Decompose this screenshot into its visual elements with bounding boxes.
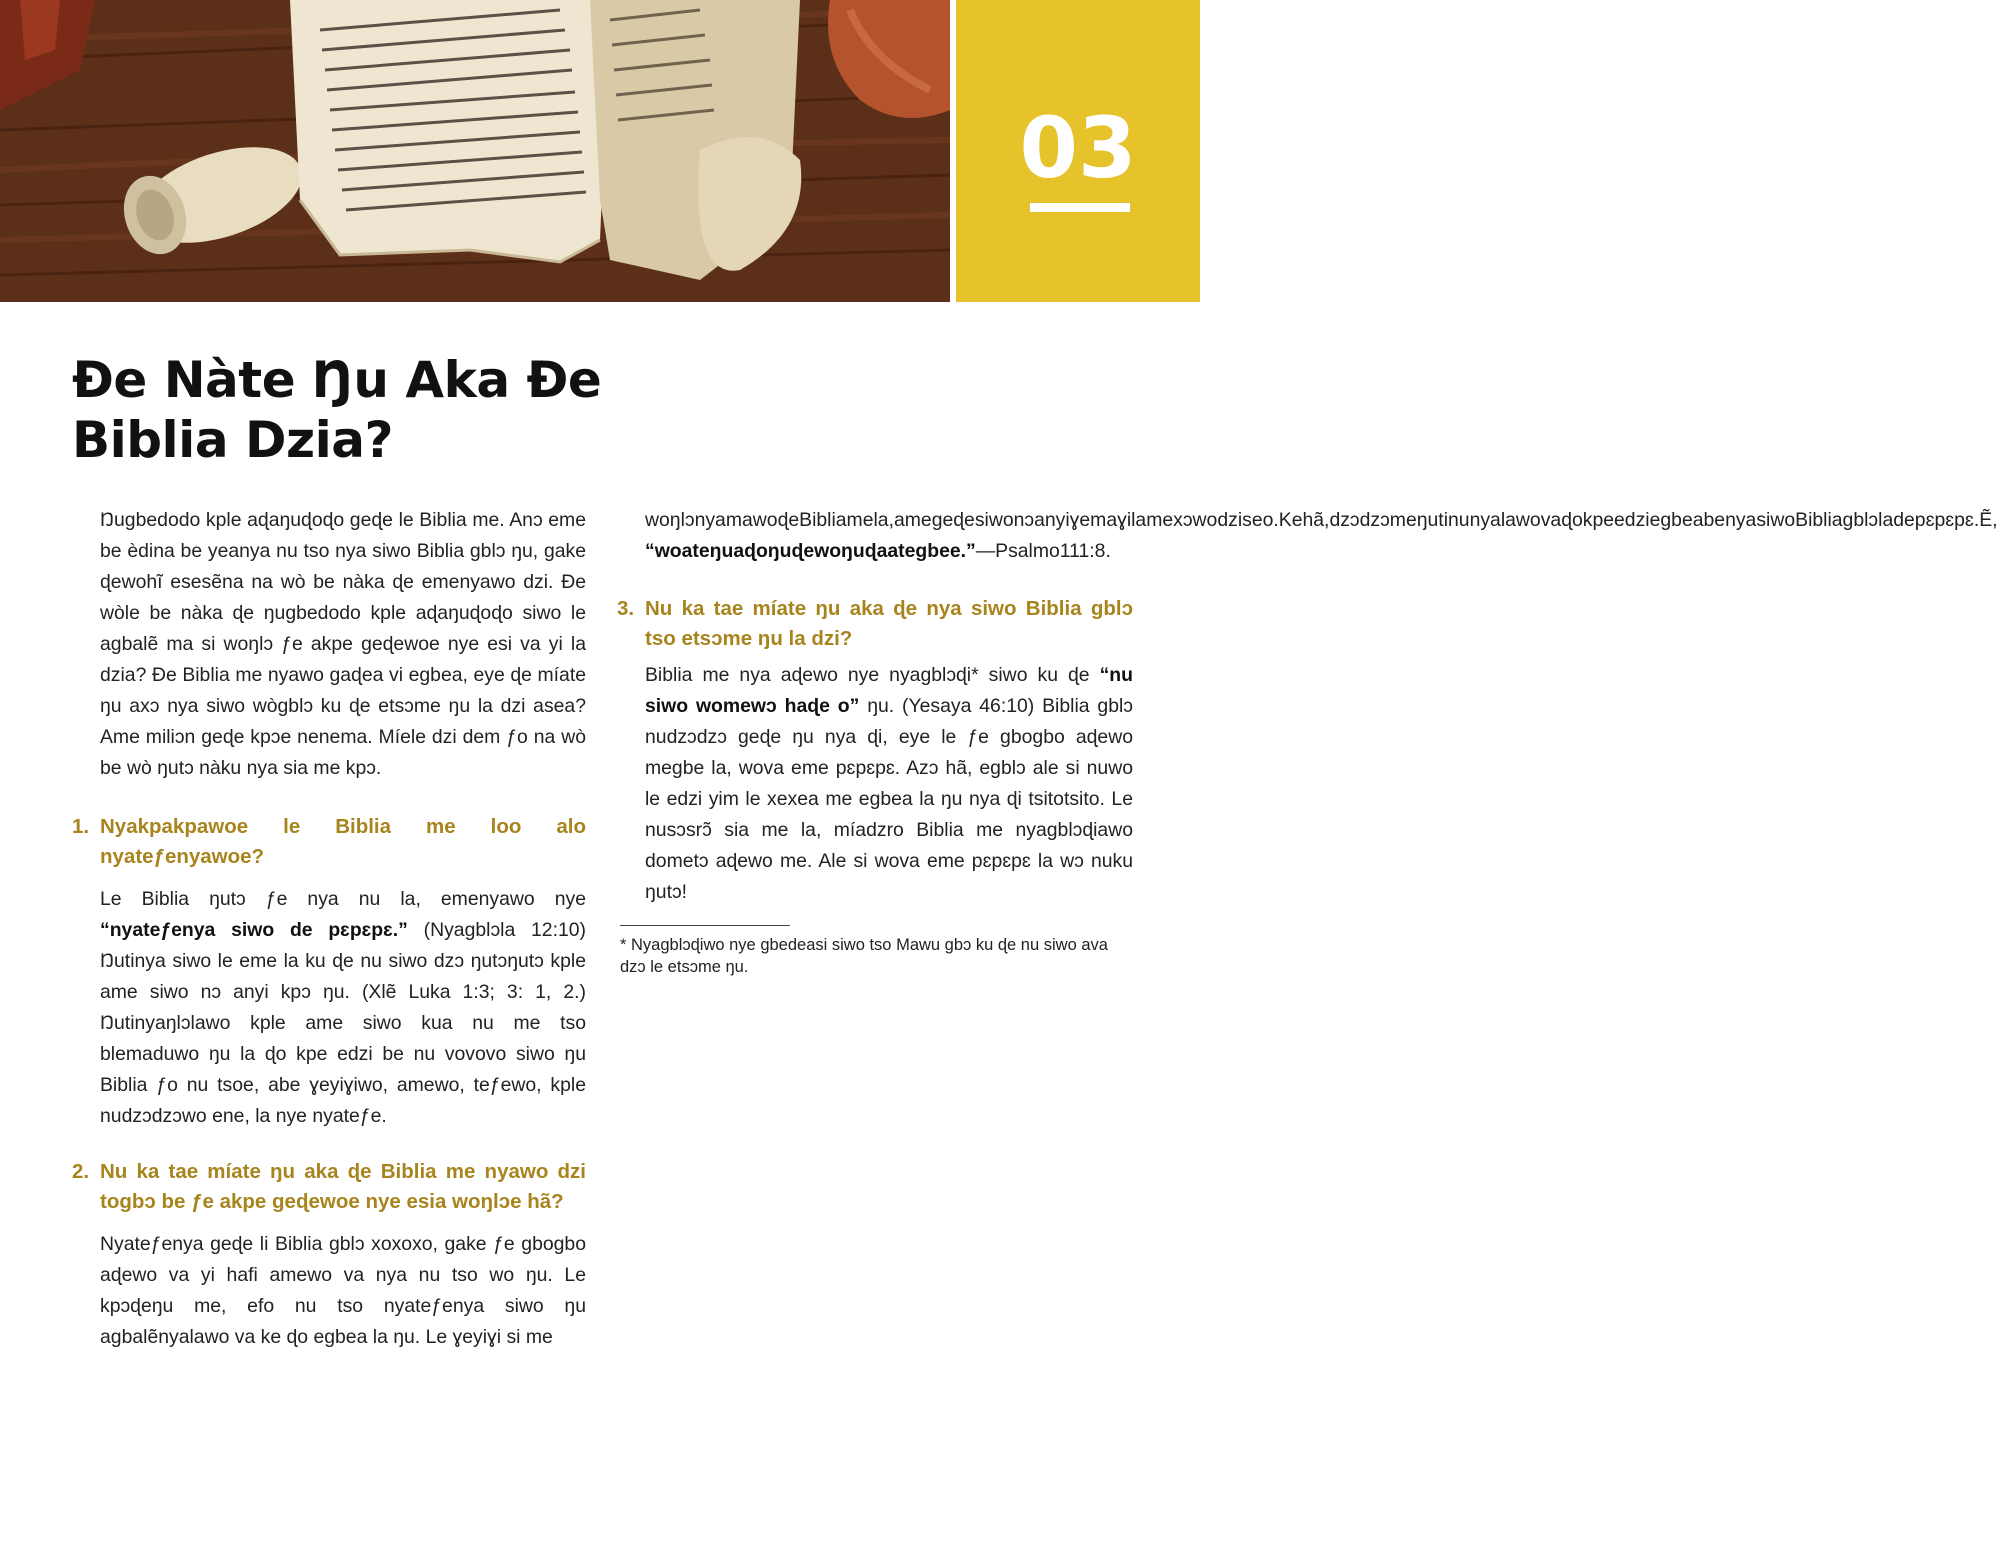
scroll-photo <box>0 0 950 302</box>
section-3-body <box>645 660 1133 908</box>
section-2-body-part-b-continued: —Psalmo111:8. <box>975 540 1111 562</box>
left-column <box>72 505 586 1353</box>
section-1-heading <box>72 812 586 872</box>
section-3-body-part-a: Biblia me nya aɖewo nye nyagblɔɖi* siwo ku ɖe <box>645 664 1100 686</box>
section-3-heading-text: Nu ka tae míate ŋu aka ɖe nya siwo Biblia gblɔ tso etsɔme ŋu la dzi? <box>645 597 1133 650</box>
section-2-body-part-a-continued: woŋlɔnyamawoɖeBibliamela,amegeɖesiwonɔanyiɣemaɣilamexɔwodziseo.Kehã,dzɔdzɔmeŋutinunyalawovaɖokpeedziegbeabenyasiwoBibliagblɔladepɛpɛpɛ.Ẽ, <box>645 509 1998 531</box>
section-1-heading-text: Nyakpakpawoe le Biblia me loo alo nyateƒenyawoe? <box>100 815 586 868</box>
section-3-number: 3. <box>617 597 635 620</box>
section-3-heading <box>617 594 1133 654</box>
section-3-body-bold: “nu siwo womewɔ haɖe o” <box>645 664 1133 717</box>
section-2-number: 2. <box>72 1160 90 1183</box>
section-2-body-bold-continued: “woateŋuaɖoŋuɖewoŋuɖaategbee.” <box>645 540 976 562</box>
footnote: * Nyagblɔɖiwo nye gbedeasi siwo tso Mawu gbɔ ku ɖe nu siwo ava dzɔ le etsɔme ŋu. <box>620 936 1108 976</box>
page-title: Ɖe Nàte Ŋu Aka Ɖe Biblia Dzia? <box>72 351 602 469</box>
chapter-number-box <box>956 0 1200 302</box>
right-column <box>617 505 1998 978</box>
intro-paragraph: Ŋugbedodo kple aɖaŋuɖoɖo geɖe le Biblia me. Anɔ eme be èdina be yeanya nu tso nya siwo Biblia gblɔ ŋu, gake ɖewohĩ esesẽna na wò be nàka ɖe emenyawo dzi. Ðe wòle be nàka ɖe ŋugbedodo kple aɖaŋuɖoɖo siwo le agbalẽ ma si woŋlɔ ƒe akpe geɖewoe nye esi va yi la dzia? Ðe Biblia me nyawo gaɖea vi egbea, eye ɖe míate ŋu axɔ nya siwo wògblɔ ku ɖe etsɔme ŋu la dzi asea? Ame miliɔn geɖe kpɔe nenema. Míele dzi dem ƒo na wò be wò ŋutɔ nàku nya sia me kpɔ. <box>100 509 586 779</box>
section-2-body-part-a: Nyateƒenya geɖe li Biblia gblɔ xoxoxo, gake ƒe gbogbo aɖewo va yi hafi amewo va nya nu tso wo ŋu. Le kpɔɖeŋu me, efo nu tso nyateƒenya siwo ŋu agbalẽnyalawo va ke ɖo egbea la ŋu. Le ɣeyiɣi si me <box>100 1233 586 1348</box>
section-1-body-part-a: Le Biblia ŋutɔ ƒe nya nu la, emenyawo nye <box>100 888 586 910</box>
footnote-divider <box>620 925 790 926</box>
section-3-body-part-b: ŋu. (Yesaya 46:10) Biblia gblɔ nudzɔdzɔ geɖe ŋu nya ɖi, eye le ƒe gbogbo aɖewo megbe la, wova eme pɛpɛpɛ. Azɔ hã, egblɔ ale si nuwo le edzi yim le xexea me egbea la ŋu nya ɖi tsitotsito. Le nusɔsrɔ̃ sia me la, míadzro Biblia me nyagblɔɖiawo dometɔ aɖewo me. Ale si wova eme pɛpɛpɛ la wɔ nuku ŋutɔ! <box>645 695 1133 903</box>
chapter-number: 03 <box>1019 99 1137 197</box>
scroll-illustration <box>0 0 950 302</box>
chapter-number-underline <box>1030 203 1130 212</box>
section-1-body-part-b: (Nyagblɔla 12:10) Ŋutinya siwo le eme la ku ɖe nu siwo dzɔ ŋutɔŋutɔ kple ame siwo nɔ anyi kpɔ ŋu. (Xlẽ Luka 1:3; 3: 1, 2.) Ŋutinyaŋlɔlawo kple ame siwo kua nu me tso blemaduwo ŋu la ɖo kpe edzi be nu vovovo siwo ŋu Biblia ƒo nu tsoe, abe ɣeyiɣiwo, amewo, teƒewo, kple nudzɔdzɔwo ene, la nye nyateƒe. <box>100 919 586 1127</box>
section-2-heading <box>72 1157 586 1217</box>
section-2-heading-text: Nu ka tae míate ŋu aka ɖe Biblia me nyawo dzi togbɔ be ƒe akpe geɖewoe nye esia woŋlɔe hã? <box>100 1160 586 1213</box>
section-2-body-continued <box>645 505 1998 567</box>
section-1-number: 1. <box>72 815 90 838</box>
section-2-body <box>100 1229 586 1353</box>
section-1-body <box>100 884 586 1132</box>
section-1-body-bold: “nyateƒenya siwo de pɛpɛpɛ.” <box>100 919 408 941</box>
